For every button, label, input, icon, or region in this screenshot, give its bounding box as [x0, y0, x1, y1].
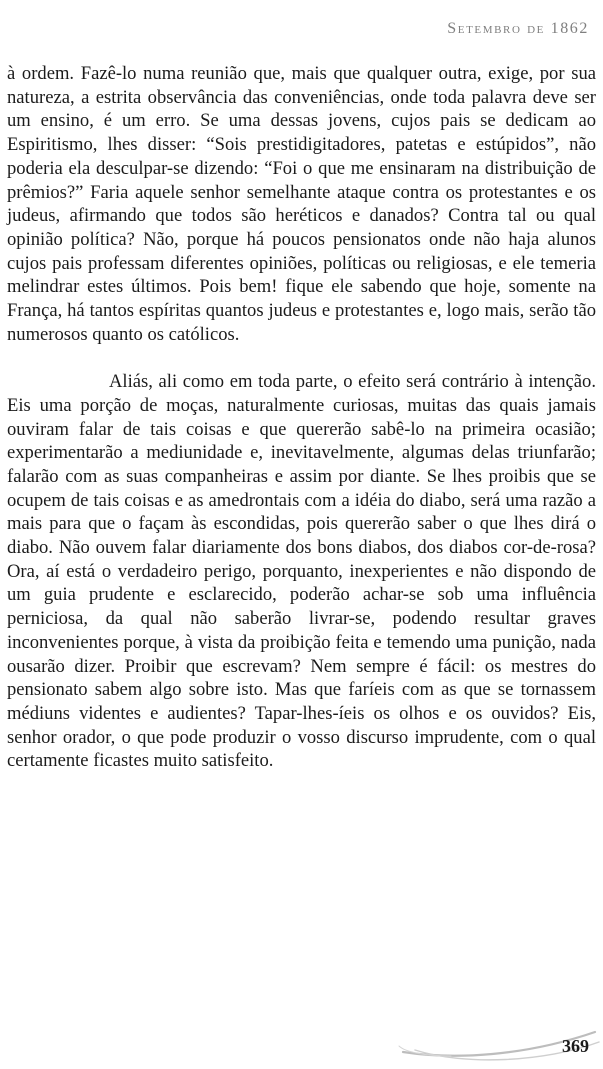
running-header-title: Setembro de 1862: [447, 20, 589, 37]
paragraph-1: à ordem. Fazê-lo numa reunião que, mais que qualquer outra, exige, por sua natureza, a estrita observância das conveniências, onde toda palavra deve ser um ensino, é um erro. Se uma dessas jovens, cujos pais se dedicam ao Espiritismo, lhes disser: “Sois prestidigitadores, patetas e estúpidos”, não poderia ela desculpar-se dizendo: “Foi o que me ensinaram na distribuição de prêmios?” Faria aquele senhor semelhante ataque contra os protestantes e os judeus, afirmando que todos são heréticos e danados? Contra tal ou qual opinião política? Não, porque há poucos pensionatos onde não haja alunos cujos pais professam diferentes opiniões, políticas ou religiosas, e ele temeria melindrar estes últimos. Pois bem! fique ele sabendo que hoje, somente na França, há tantos espíritas quantos judeus e protestantes e, logo mais, serão tão numerosos quanto os católicos.: [7, 63, 596, 345]
page-footer: [0, 1026, 603, 1069]
page-number: 369: [562, 1036, 589, 1056]
paragraph-2: Aliás, ali como em toda parte, o efeito será contrário à intenção. Eis uma porção de moças, naturalmente curiosas, muitas das quais jamais ouviram falar de tais coisas e que quererão sabê-lo na primeira ocasião; experimentarão a mediunidade e, inevitavelmente, algumas delas triunfarão; falarão com as suas companheiras e assim por diante. Se lhes proibis que se ocupem de tais coisas e as amedrontais com a idéia do diabo, será uma razão a mais para que o façam às escondidas, pois quererão saber o que lhes dirá o diabo. Não ouvem falar diariamente dos bons diabos, dos diabos cor-de-rosa? Ora, aí está o verdadeiro perigo, porquanto, inexperientes e não dispondo de um guia prudente e esclarecido, poderão achar-se sob uma influência perniciosa, da qual não saberão livrar-se, podendo resultar graves inconvenientes porque, à vista da proibição feita e temendo uma punição, nada ousarão dizer. Proibir que escrevam? Nem sempre é fácil: os mestres do pensionato sabem algo sobre isto. Mas que faríeis com as que se tornassem médiuns videntes e audientes? Tapar-lhes-íeis os olhos e os ouvidos? Eis, senhor orador, o que pode produzir o vosso discurso imprudente, com o qual certamente ficastes muito satisfeito.: [7, 371, 596, 772]
page-body-text: [7, 62, 596, 773]
